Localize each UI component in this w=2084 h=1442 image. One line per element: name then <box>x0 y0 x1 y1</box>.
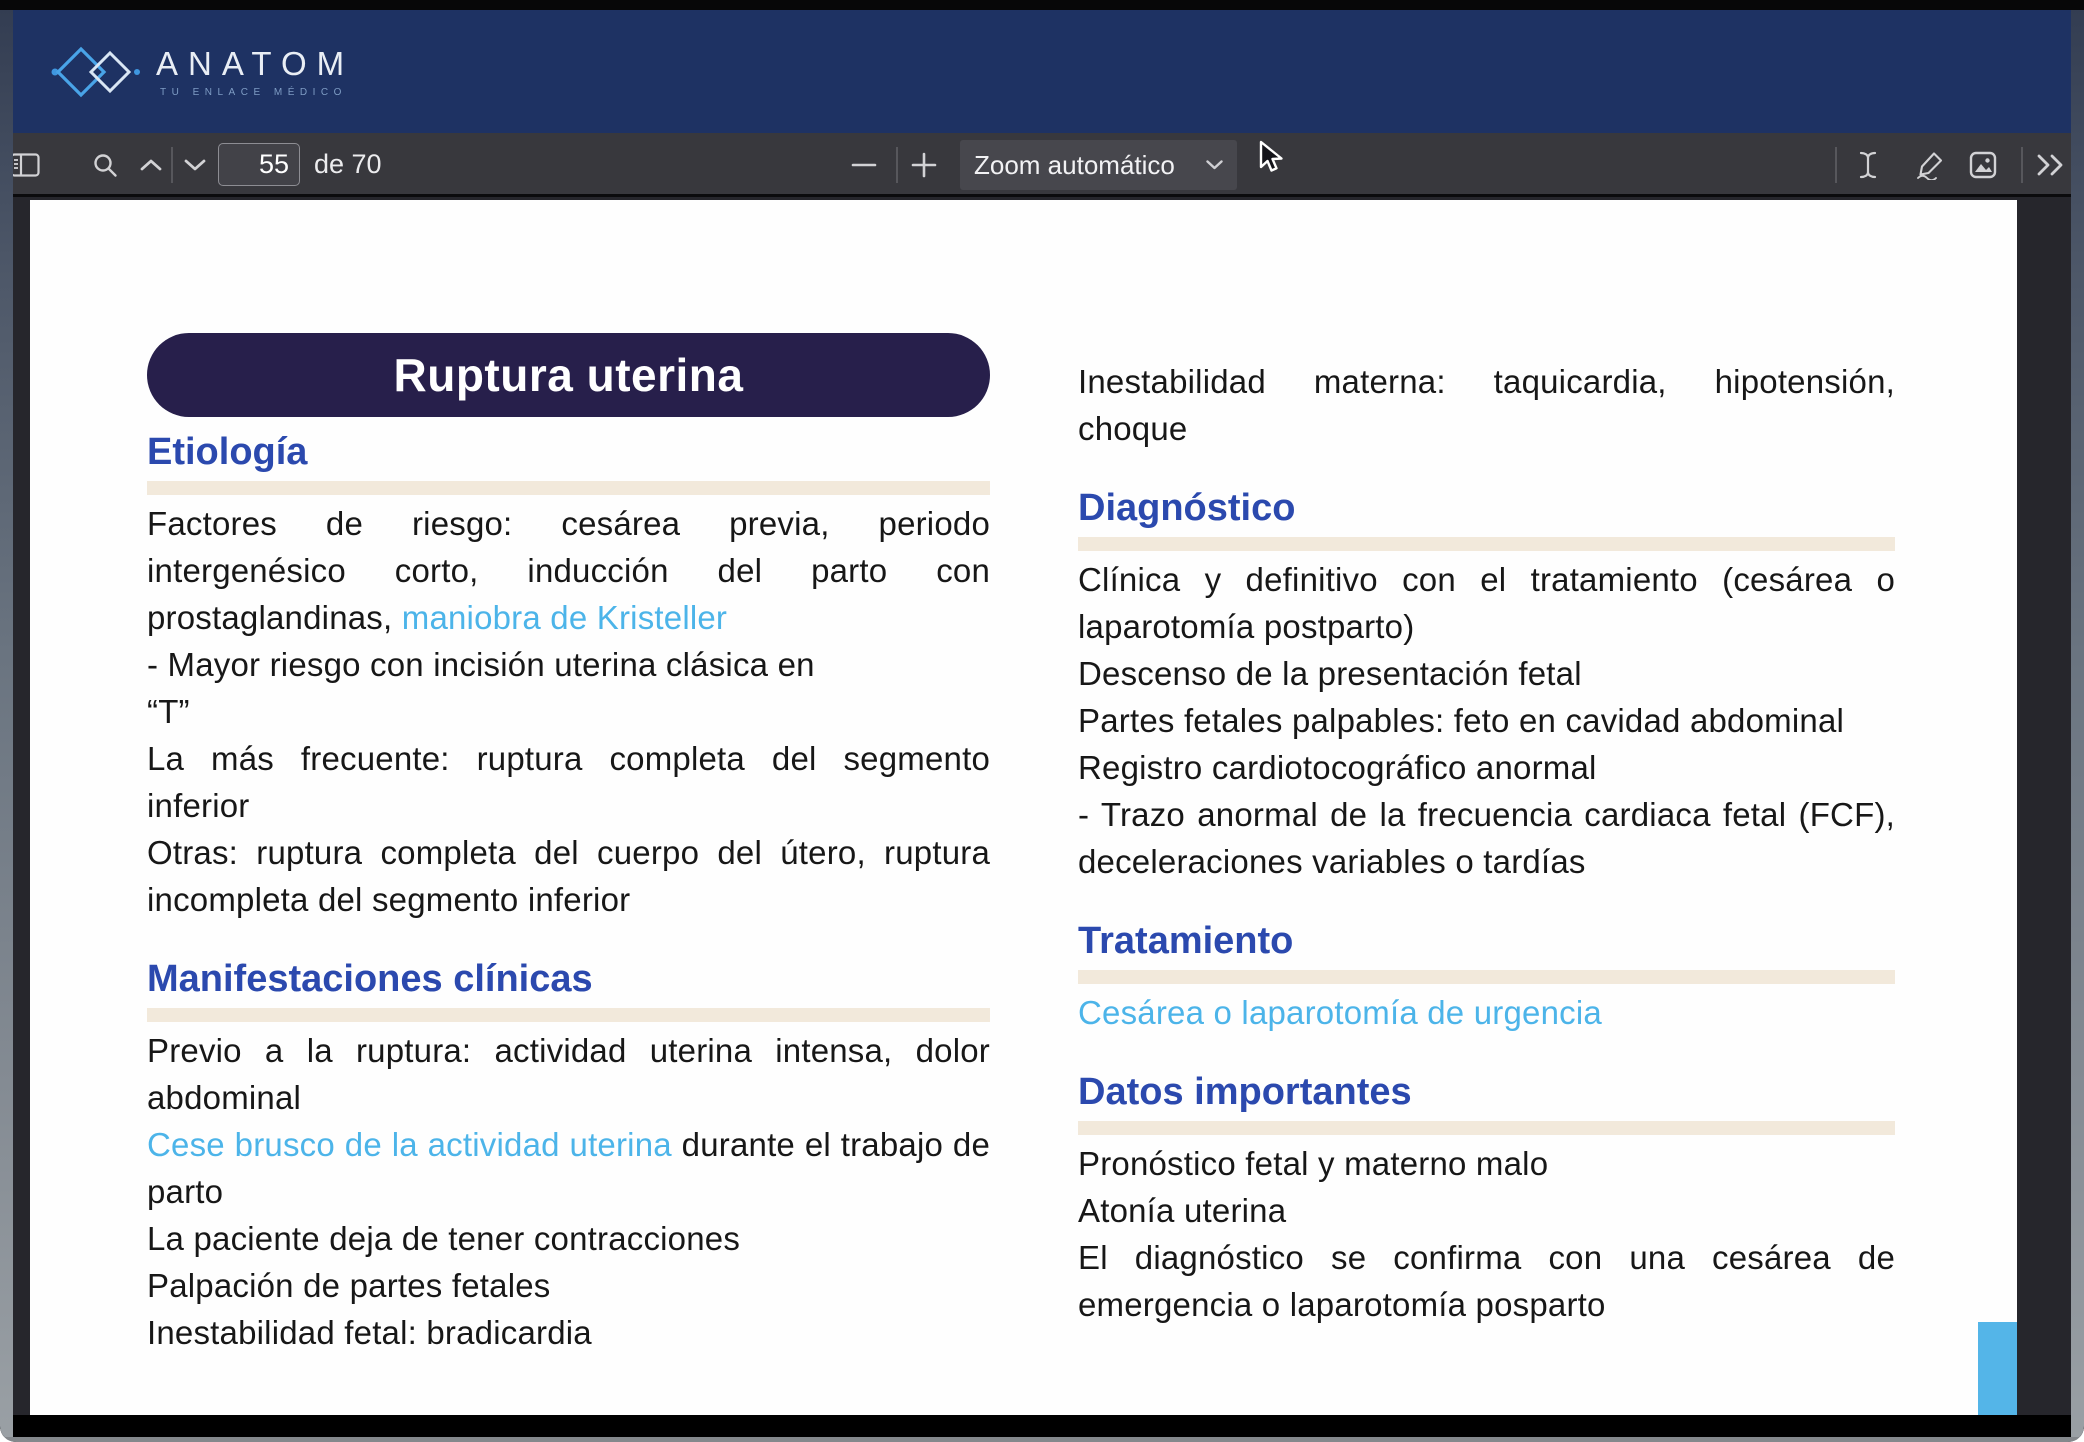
text-run: “T” <box>147 693 190 730</box>
page-column-left <box>147 200 990 1356</box>
page-number-input[interactable] <box>218 143 300 186</box>
body-paragraph <box>147 1121 990 1215</box>
body-paragraph <box>1078 697 1895 744</box>
viewer-bottom-bar <box>0 1415 2084 1437</box>
zoom-mode-select[interactable] <box>960 140 1237 190</box>
section-underline <box>147 481 990 495</box>
page-column-right <box>1078 200 1895 1328</box>
text-cursor-icon <box>1856 150 1880 180</box>
section-heading: Diagnóstico <box>1078 487 1296 529</box>
text-run: Pronóstico fetal y materno malo <box>1078 1145 1549 1182</box>
zoom-out-icon <box>849 150 879 180</box>
text-run: Palpación de partes fetales <box>147 1267 551 1304</box>
app-header <box>0 10 2084 133</box>
page-corner-accent <box>1978 1322 2017 1415</box>
link-text[interactable]: maniobra de Kristeller <box>401 599 728 636</box>
document-title-pill <box>147 333 990 417</box>
window-edge-left <box>0 10 13 1442</box>
toolbar-divider <box>896 147 898 183</box>
viewer-area <box>0 197 2084 1437</box>
zoom-mode-label: Zoom automático <box>974 149 1175 180</box>
body-paragraph <box>147 1309 990 1356</box>
body-paragraph <box>147 735 990 829</box>
section-underline <box>1078 537 1895 551</box>
brand-logo <box>50 36 354 108</box>
link-text[interactable]: Cese brusco de la actividad uterina <box>147 1126 672 1163</box>
toolbar-divider <box>171 147 173 183</box>
brand-diamonds-icon <box>50 36 142 108</box>
body-paragraph <box>1078 744 1895 791</box>
text-run: El diagnóstico se confirma con una cesárea de emergencia o laparotomía posparto <box>1078 1239 1895 1323</box>
section-underline <box>1078 970 1895 984</box>
body-paragraph <box>1078 358 1895 452</box>
sidebar-toggle-icon <box>10 153 40 177</box>
body-paragraph <box>147 829 990 923</box>
brand-tagline: TU ENLACE MÉDICO <box>160 87 347 98</box>
dropdown-chevron-icon <box>1206 160 1223 170</box>
page-count-label: de 70 <box>314 149 382 179</box>
pencil-icon <box>1915 150 1945 180</box>
text-run: Descenso de la presentación fetal <box>1078 655 1582 692</box>
body-paragraph <box>1078 1140 1895 1187</box>
text-run: Partes fetales palpables: feto en cavidad abdominal <box>1078 702 1845 739</box>
zoom-in-button[interactable] <box>905 146 943 184</box>
text-run: - Mayor riesgo con incisión uterina clásica en <box>147 646 815 683</box>
body-paragraph <box>1078 791 1895 885</box>
section-underline <box>147 1008 990 1022</box>
toolbar-divider <box>1835 147 1837 183</box>
text-run: Registro cardiotocográfico anormal <box>1078 749 1597 786</box>
document-title: Ruptura uterina <box>393 349 744 401</box>
text-run: La paciente deja de tener contracciones <box>147 1220 741 1257</box>
body-paragraph <box>1078 989 1895 1036</box>
search-icon <box>92 152 119 179</box>
chevron-down-icon <box>183 158 207 172</box>
toolbar-divider <box>2021 147 2023 183</box>
zoom-in-icon <box>909 150 939 180</box>
section-underline <box>1078 1121 1895 1135</box>
text-run: - Trazo anormal de la frecuencia cardiaca fetal (FCF), deceleraciones variables o tardías <box>1078 796 1895 880</box>
section-heading: Manifestaciones clínicas <box>147 958 593 1000</box>
next-page-button[interactable] <box>176 146 214 184</box>
zoom-out-button[interactable] <box>845 146 883 184</box>
text-run: Clínica y definitivo con el tratamiento (cesárea o laparotomía postparto) <box>1078 561 1895 645</box>
text-selection-tool-button[interactable] <box>1849 146 1887 184</box>
text-run: Inestabilidad fetal: bradicardia <box>147 1314 592 1351</box>
body-paragraph <box>147 500 990 641</box>
brand-name: ANATOM <box>156 45 355 82</box>
section-heading: Tratamiento <box>1078 920 1294 962</box>
search-button[interactable] <box>86 146 124 184</box>
text-run: Otras: ruptura completa del cuerpo del útero, ruptura incompleta del segmento inferior <box>147 834 990 918</box>
pdf-toolbar <box>0 133 2084 197</box>
pdf-page <box>30 200 2017 1415</box>
section-heading: Datos importantes <box>1078 1071 1412 1113</box>
previous-page-button[interactable] <box>132 146 170 184</box>
body-paragraph <box>147 641 990 735</box>
double-chevron-right-icon <box>2036 153 2066 177</box>
draw-tool-button[interactable] <box>1911 146 1949 184</box>
body-paragraph <box>1078 1187 1895 1234</box>
body-paragraph <box>1078 650 1895 697</box>
body-paragraph <box>1078 556 1895 650</box>
text-run: durante el trabajo de parto <box>147 1126 990 1210</box>
window-bottom-edge <box>0 1437 2084 1442</box>
body-paragraph <box>147 1027 990 1121</box>
body-paragraph <box>147 1215 990 1262</box>
body-paragraph <box>147 1262 990 1309</box>
text-run: Previo a la ruptura: actividad uterina intensa, dolor abdominal <box>147 1032 990 1116</box>
image-icon <box>1969 151 1997 179</box>
section-heading: Etiología <box>147 431 308 473</box>
window-edge-right <box>2071 10 2084 1442</box>
add-image-tool-button[interactable] <box>1964 146 2002 184</box>
text-run: Factores de riesgo: cesárea previa, periodo intergenésico corto, inducción del parto con prostaglandinas, <box>147 505 990 636</box>
more-tools-button[interactable] <box>2032 146 2070 184</box>
text-run: Inestabilidad materna: taquicardia, hipotensión, choque <box>1078 363 1895 447</box>
text-run: La más frecuente: ruptura completa del segmento inferior <box>147 740 990 824</box>
mouse-cursor <box>1258 140 1288 174</box>
body-paragraph <box>1078 1234 1895 1328</box>
link-text[interactable]: Cesárea o laparotomía de urgencia <box>1078 994 1602 1031</box>
text-run: Atonía uterina <box>1078 1192 1287 1229</box>
chevron-up-icon <box>139 158 163 172</box>
window-titlebar <box>0 0 2084 10</box>
